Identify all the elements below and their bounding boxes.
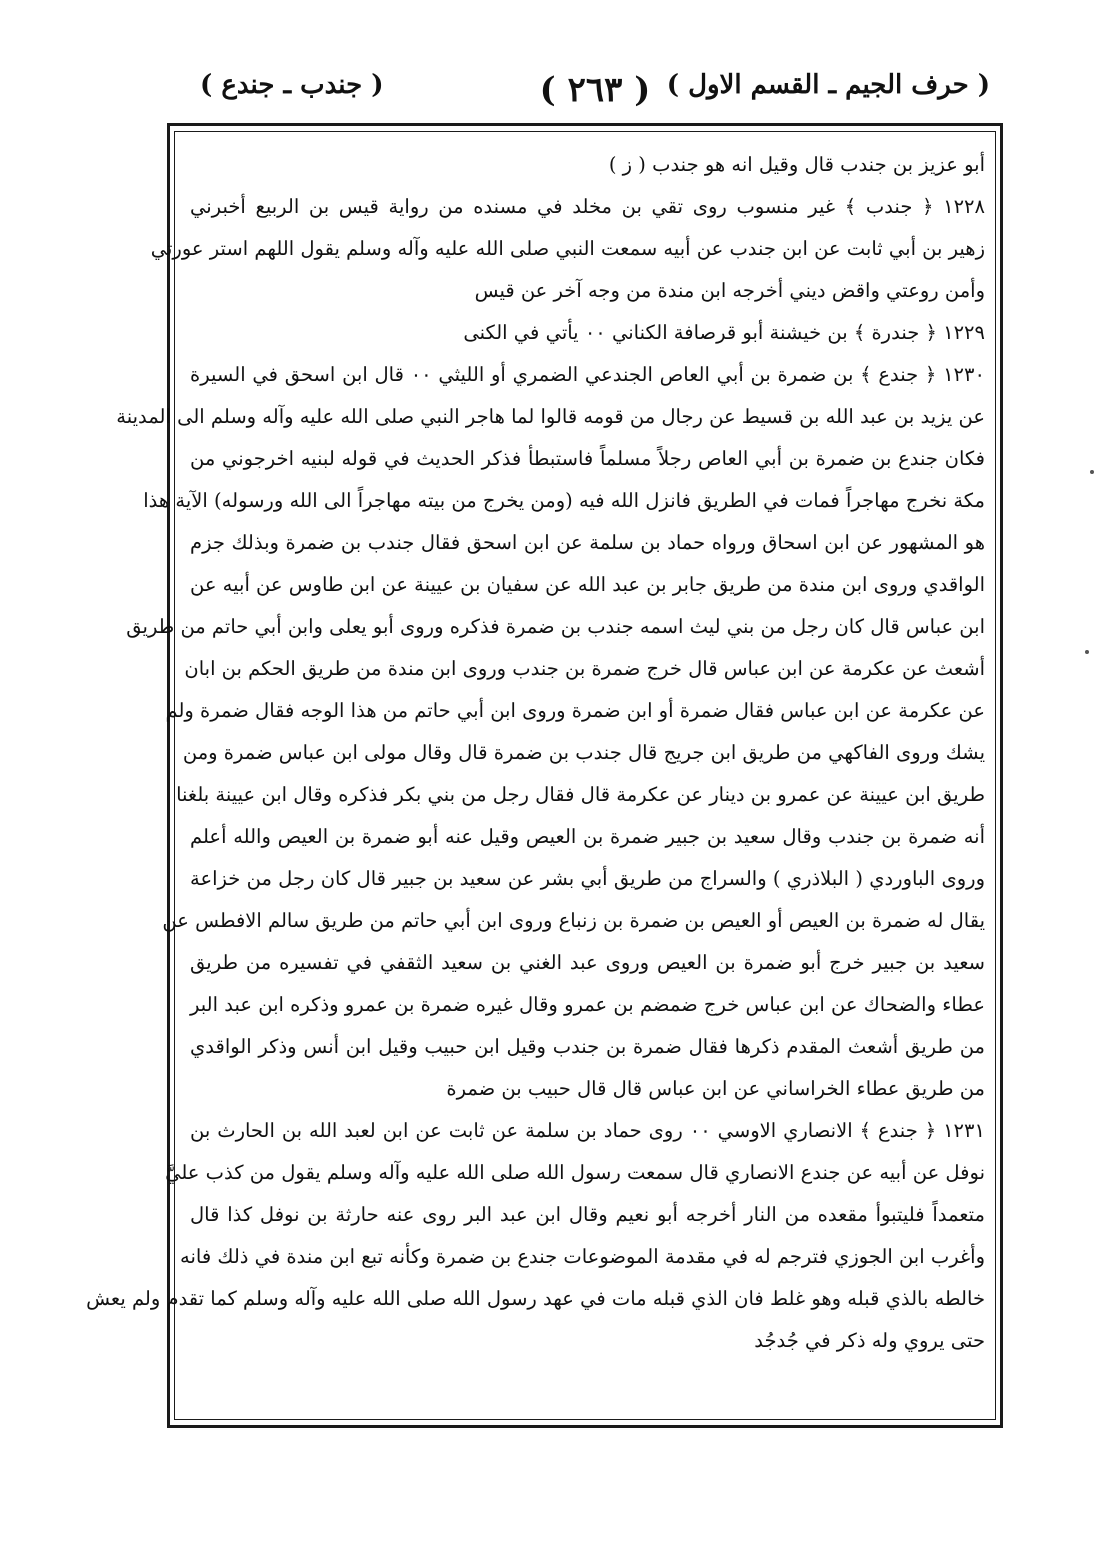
text-line: متعمداً فليتبوأ مقعده من النار أخرجه أبو نعيم وقال ابن عبد البر روى عنه حارثة بن نوفل كذا قال (190, 1203, 985, 1226)
text-line: الواقدي وروى ابن مندة من طريق جابر بن عبد الله عن سفيان بن عيينة عن ابن طاوس عن أبيه عن (190, 573, 985, 596)
text-line: عن عكرمة عن ابن عباس فقال ضمرة أو ابن ضمرة وروى ابن أبي حاتم من هذا الوجه فقال ضمرة ولم (165, 699, 985, 722)
text-line: ١٢٢٩ ﴿ جندرة ﴾ بن خيشنة أبو قرصافة الكناني ٠٠ يأتي في الكنى (463, 321, 985, 344)
text-line: أشعث عن عكرمة عن ابن عباس قال خرج ضمرة بن جندب وروى ابن مندة من طريق الحكم بن ابان (184, 657, 985, 680)
text-line: ١٢٣٠ ﴿ جندع ﴾ بن ضمرة بن أبي العاص الجندعي الضمري أو الليثي ٠٠ قال ابن اسحق في السيرة (190, 363, 985, 386)
section-title: ( حرف الجيم ـ القسم الاول ) (666, 70, 990, 100)
text-line: زهير بن أبي ثابت عن ابن جندب عن أبيه سمعت النبي صلى الله عليه وآله وسلم يقول اللهم استر عورتي (150, 237, 985, 260)
text-line: عطاء والضحاك عن ابن عباس خرج ضمضم بن عمرو وقال غيره ضمرة بن عمرو وذكره ابن عبد البر (190, 993, 985, 1016)
text-line: وأمن روعتي واقض ديني أخرجه ابن مندة من وجه آخر عن قيس (474, 279, 985, 302)
text-line: وروى الباوردي ( البلاذري ) والسراج من طريق أبي بشر عن سعيد بن جبير قال كان رجل من خزاعة (190, 867, 985, 890)
entry-range: ( جندب ـ جندع ) (200, 70, 384, 100)
text-line: سعيد بن جبير خرج أبو ضمرة بن العيص وروى عبد الغني بن سعيد الثقفي في تفسيره من طريق (190, 951, 985, 974)
page-number: ( ٢٦٣ ) (539, 70, 651, 110)
text-line: مكة نخرج مهاجراً فمات في الطريق فانزل الله فيه (ومن يخرج من بيته مهاجراً الى الله ورسوله) الآية هذا (143, 489, 985, 512)
text-line: نوفل عن أبيه عن جندع الانصاري قال سمعت رسول الله صلى الله عليه وآله وسلم يقول من كذب عليَّ (165, 1161, 985, 1184)
scan-speck (1090, 470, 1094, 474)
text-line: يشك وروى الفاكهي من طريق ابن جريج قال جندب بن ضمرة قال وقال مولى ابن عباس ضمرة ومن (182, 741, 985, 764)
text-line: طريق ابن عيينة عن عمرو بن دينار عن عكرمة قال فقال رجل من بني بكر فذكره وقال ابن عيينة بلغنا (176, 783, 985, 806)
text-line: يقال له ضمرة بن العيص أو العيص بن ضمرة بن زنباع وروى ابن أبي حاتم من طريق سالم الافطس عن (162, 909, 985, 932)
text-line: من طريق عطاء الخراساني عن ابن عباس قال قال حبيب بن ضمرة (446, 1077, 985, 1100)
text-line: وأغرب ابن الجوزي فترجم له في مقدمة الموضوعات جندع بن ضمرة وكأنه تبع ابن مندة في ذلك فانه (180, 1245, 985, 1268)
text-line: هو المشهور عن ابن اسحاق ورواه حماد بن سلمة عن ابن اسحق فقال جندب بن ضمرة وبذلك جزم (190, 531, 985, 554)
text-line: فكان جندع بن ضمرة بن أبي العاص رجلاً مسلماً فاستبطأ فذكر الحديث في قوله لبنيه اخرجوني من (190, 447, 985, 470)
text-line: خالطه بالذي قبله وهو غلط فان الذي قبله مات في عهد رسول الله صلى الله عليه وآله وسلم كما تقدم ولم يعش (86, 1287, 985, 1310)
text-line: عن يزيد بن عبد الله بن قسيط عن رجال من قومه قالوا لما هاجر النبي صلى الله عليه وآله وسلم الى المدينة (116, 405, 985, 428)
text-line: من طريق أشعث المقدم ذكرها فقال ضمرة بن جندب وقيل ابن حبيب وقيل ابن أنس وذكر الواقدي (190, 1035, 985, 1058)
text-line: ابن عباس قال كان رجل من بني ليث اسمه جندب بن ضمرة فذكره وروى أبو يعلى وابن أبي حاتم من طريق (126, 615, 985, 638)
text-line: أنه ضمرة بن جندب وقال سعيد بن جبير ضمرة بن العيص وقيل عنه أبو ضمرة بن العيص والله أعلم (190, 825, 985, 848)
page-header (200, 70, 990, 130)
text-line: ١٢٢٨ ﴿ جندب ﴾ غير منسوب روى تقي بن مخلد في مسنده من رواية قيس بن الربيع أخبرني (190, 195, 985, 218)
text-line: أبو عزيز بن جندب قال وقيل انه هو جندب ( ز ) (608, 153, 985, 176)
text-line: ١٢٣١ ﴿ جندع ﴾ الانصاري الاوسي ٠٠ روى حماد بن سلمة عن ثابت عن ابن لعبد الله بن الحارث بن (190, 1119, 985, 1142)
text-line: حتى يروي وله ذكر في جُدجُد (754, 1329, 985, 1352)
body-text (86, 145, 985, 1420)
scan-speck (1085, 650, 1089, 654)
